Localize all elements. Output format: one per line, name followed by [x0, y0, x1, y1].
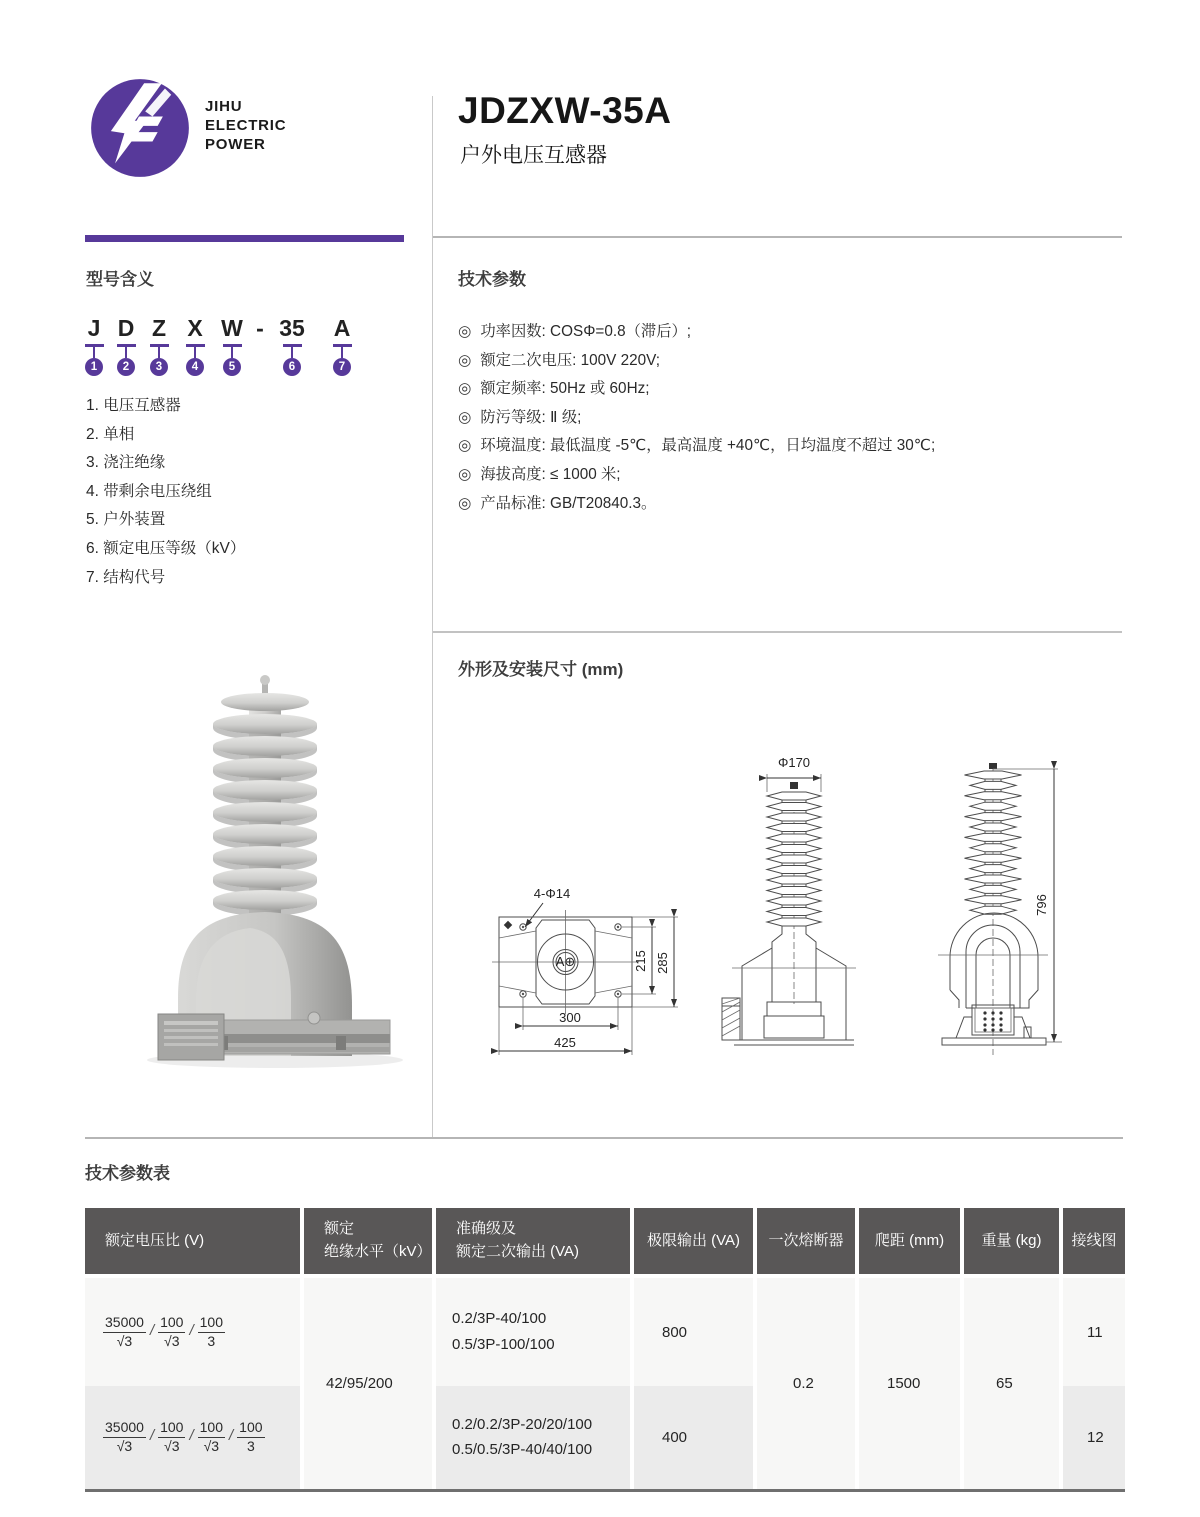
badge-7: 7	[333, 358, 351, 376]
dimensions-title: 外形及安装尺寸 (mm)	[458, 660, 624, 679]
column-divider	[432, 96, 433, 1138]
bullet-icon: ◎	[458, 323, 472, 340]
wiring-diagram-row1: 11	[1063, 1278, 1125, 1386]
spec-table	[85, 1208, 1125, 1492]
company-name: JIHU ELECTRIC POWER	[205, 98, 287, 153]
bullet-icon: ◎	[458, 437, 472, 455]
title-divider	[433, 236, 1122, 238]
limit-output-row2: 400	[634, 1386, 753, 1489]
voltage-fraction: $\frac{100}{√3}$	[199, 1419, 223, 1454]
model-code-diagram	[79, 314, 389, 396]
badge-6: 6	[283, 358, 301, 376]
svg-text:300: 300	[559, 1010, 581, 1025]
accuracy-row1: 0.2/3P-40/100 0.5/3P-100/100	[436, 1278, 630, 1386]
drawing-side-view	[928, 755, 1103, 1073]
section-divider	[433, 631, 1122, 633]
bullet-icon: ◎	[458, 465, 472, 483]
model-meaning-title: 型号含义	[86, 270, 154, 289]
header-insulation-level: 额定 绝缘水平（kV）	[304, 1208, 432, 1274]
list-item: 3. 浇注绝缘	[86, 454, 166, 472]
header-creepage: 爬距 (mm)	[859, 1208, 960, 1274]
svg-text:425: 425	[554, 1035, 576, 1050]
header-voltage-ratio: 额定电压比 (V)	[85, 1208, 300, 1274]
badge-2: 2	[117, 358, 135, 376]
model-meaning-list	[86, 392, 245, 592]
svg-text:4-Φ14: 4-Φ14	[533, 886, 571, 901]
badge-3: 3	[150, 358, 168, 376]
svg-text:796: 796	[1034, 894, 1049, 916]
voltage-ratio-row1: $\frac{35000}{√3}$ / $\frac{100}{√3}$ / $\frac{100}{3}$	[85, 1278, 300, 1386]
badge-5: 5	[223, 358, 241, 376]
creepage-cell: 1500	[859, 1278, 960, 1489]
company-logo-icon	[88, 76, 192, 180]
model-letter: W 5	[217, 314, 247, 376]
primary-fuse-cell: 0.2	[757, 1278, 855, 1489]
wiring-diagram-row2: 12	[1063, 1386, 1125, 1489]
product-name: 户外电压互感器	[460, 144, 607, 167]
model-letter: 35 6	[275, 314, 309, 376]
voltage-fraction: $\frac{100}{√3}$	[160, 1419, 184, 1454]
bullet-icon: ◎	[458, 380, 472, 398]
svg-text:A⊕: A⊕	[555, 954, 576, 969]
accuracy-row2: 0.2/0.2/3P-20/20/100 0.5/0.5/3P-40/40/100	[436, 1386, 630, 1489]
header-accuracy-output: 准确级及 额定二次输出 (VA)	[436, 1208, 630, 1274]
product-photo	[100, 668, 430, 1073]
list-item: ◎ 功率因数: COSΦ=0.8（滞后）;	[458, 318, 935, 347]
header-primary-fuse: 一次熔断器	[757, 1208, 855, 1274]
voltage-fraction: $\frac{35000}{√3}$	[105, 1419, 144, 1454]
drawing-top-view	[488, 878, 698, 1068]
weight-cell: 65	[964, 1278, 1059, 1489]
voltage-ratio-row2: $\frac{35000}{√3}$ / $\frac{100}{√3}$ / $\frac{100}{√3}$ / $\frac{100}{3}$	[85, 1386, 300, 1489]
model-letter: A 7	[327, 314, 357, 376]
bullet-icon: ◎	[458, 408, 472, 426]
list-item: ◎ 环境温度: 最低温度 -5℃，最高温度 +40℃，日均温度不超过 30℃;	[458, 432, 935, 461]
model-letter: X 4	[180, 314, 210, 376]
list-item: 1. 电压互感器	[86, 397, 181, 414]
bullet-icon: ◎	[458, 494, 472, 512]
badge-1: 1	[85, 358, 103, 376]
svg-text:215: 215	[633, 950, 648, 972]
model-letter: Z 3	[144, 314, 174, 376]
table-bottom-rule	[85, 1489, 1125, 1492]
svg-text:Φ170: Φ170	[777, 755, 811, 770]
tech-params-list	[458, 318, 935, 518]
brand-divider	[85, 235, 404, 242]
terminal-box	[722, 998, 740, 1040]
list-item: 6. 额定电压等级（kV）	[86, 539, 246, 557]
spec-table-title: 技术参数表	[85, 1164, 170, 1183]
limit-output-row1: 800	[634, 1278, 753, 1386]
spec-table-header	[85, 1208, 1125, 1274]
page-title: JDZXW-35A	[458, 90, 672, 131]
insulation-level-cell: 42/95/200	[304, 1278, 432, 1489]
header-wiring-diagram: 接线图	[1063, 1208, 1125, 1274]
list-item: ◎ 额定二次电压: 100V 220V;	[458, 347, 935, 376]
spec-table-body	[85, 1278, 1125, 1489]
badge-4: 4	[186, 358, 204, 376]
voltage-fraction: $\frac{100}{3}$	[199, 1313, 223, 1349]
voltage-fraction: $\frac{100}{3}$	[239, 1419, 263, 1454]
bullet-icon: ◎	[458, 351, 472, 369]
model-letter: J 1	[79, 314, 109, 376]
drawing-front-view	[714, 752, 879, 1067]
list-item: ◎ 额定频率: 50Hz 或 60Hz;	[458, 375, 935, 404]
model-dash: -	[256, 315, 264, 341]
voltage-fraction: $\frac{100}{√3}$	[160, 1313, 184, 1349]
list-item: 5. 户外装置	[86, 511, 166, 529]
footer-divider	[85, 1137, 1123, 1139]
tech-params-title: 技术参数	[458, 270, 526, 289]
list-item: 7. 结构代号	[86, 568, 166, 586]
model-letter: D 2	[111, 314, 141, 376]
voltage-fraction: $\frac{35000}{√3}$	[105, 1313, 144, 1349]
list-item: ◎ 防污等级: Ⅱ 级;	[458, 404, 935, 433]
header-limit-output: 极限输出 (VA)	[634, 1208, 753, 1274]
list-item: 4. 带剩余电压绕组	[86, 482, 212, 500]
list-item: ◎ 产品标准: GB/T20840.3。	[458, 490, 935, 519]
header-weight: 重量 (kg)	[964, 1208, 1059, 1274]
list-item: 2. 单相	[86, 425, 135, 443]
svg-text:285: 285	[655, 952, 670, 974]
list-item: ◎ 海拔高度: ≤ 1000 米;	[458, 461, 935, 490]
